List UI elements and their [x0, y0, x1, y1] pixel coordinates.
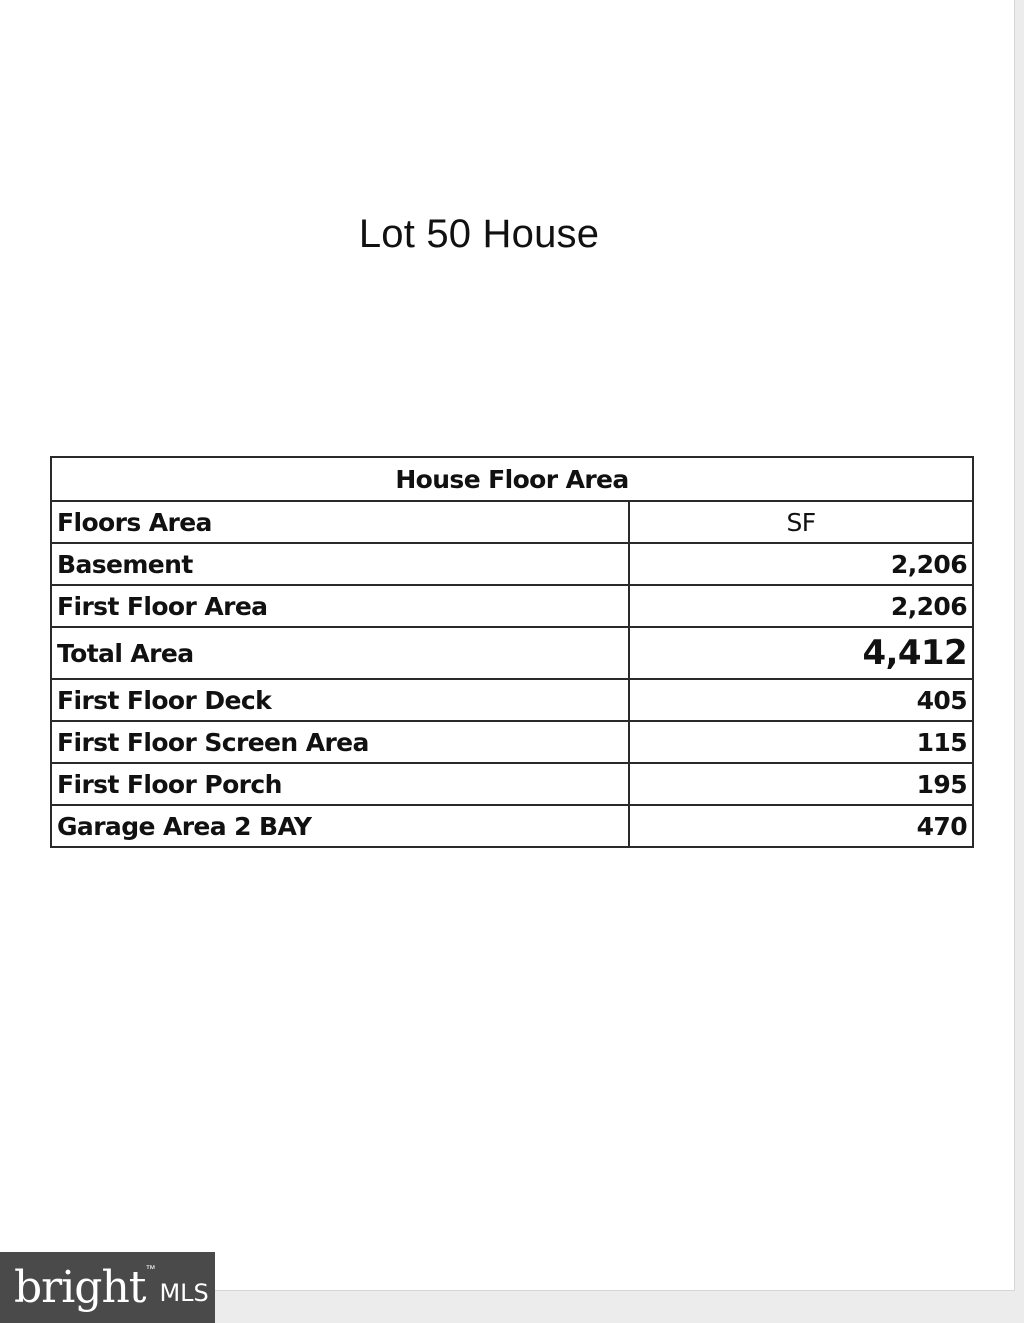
table-header: House Floor Area: [51, 457, 973, 501]
row-value-first-floor-screen-area: 115: [629, 721, 973, 763]
unit-label: SF: [629, 501, 973, 543]
bright-mls-watermark: [0, 1252, 215, 1323]
table-header-row: [51, 457, 973, 501]
watermark-brand: bright: [14, 1262, 146, 1313]
table-row: [51, 763, 973, 805]
table-row-total: [51, 627, 973, 679]
table-row: [51, 585, 973, 627]
row-value-basement: 2,206: [629, 543, 973, 585]
row-label-first-floor-porch: First Floor Porch: [51, 763, 629, 805]
table-unit-row: [51, 501, 973, 543]
table-row: [51, 543, 973, 585]
table-row: [51, 805, 973, 847]
row-value-first-floor-deck: 405: [629, 679, 973, 721]
page-title: Lot 50 House: [358, 212, 600, 256]
row-label-first-floor-deck: First Floor Deck: [51, 679, 629, 721]
row-label-total-area: Total Area: [51, 627, 629, 679]
row-value-total-area: 4,412: [629, 627, 973, 679]
floors-area-label: Floors Area: [51, 501, 629, 543]
row-label-garage-area: Garage Area 2 BAY: [51, 805, 629, 847]
row-label-basement: Basement: [51, 543, 629, 585]
row-label-first-floor-area: First Floor Area: [51, 585, 629, 627]
watermark-trademark: ™: [145, 1264, 156, 1275]
table-row: [51, 679, 973, 721]
table-row: [51, 721, 973, 763]
row-value-first-floor-area: 2,206: [629, 585, 973, 627]
row-label-first-floor-screen-area: First Floor Screen Area: [51, 721, 629, 763]
row-value-garage-area: 470: [629, 805, 973, 847]
watermark-suffix: MLS: [159, 1278, 209, 1307]
row-value-first-floor-porch: 195: [629, 763, 973, 805]
floor-area-table: [50, 456, 974, 848]
